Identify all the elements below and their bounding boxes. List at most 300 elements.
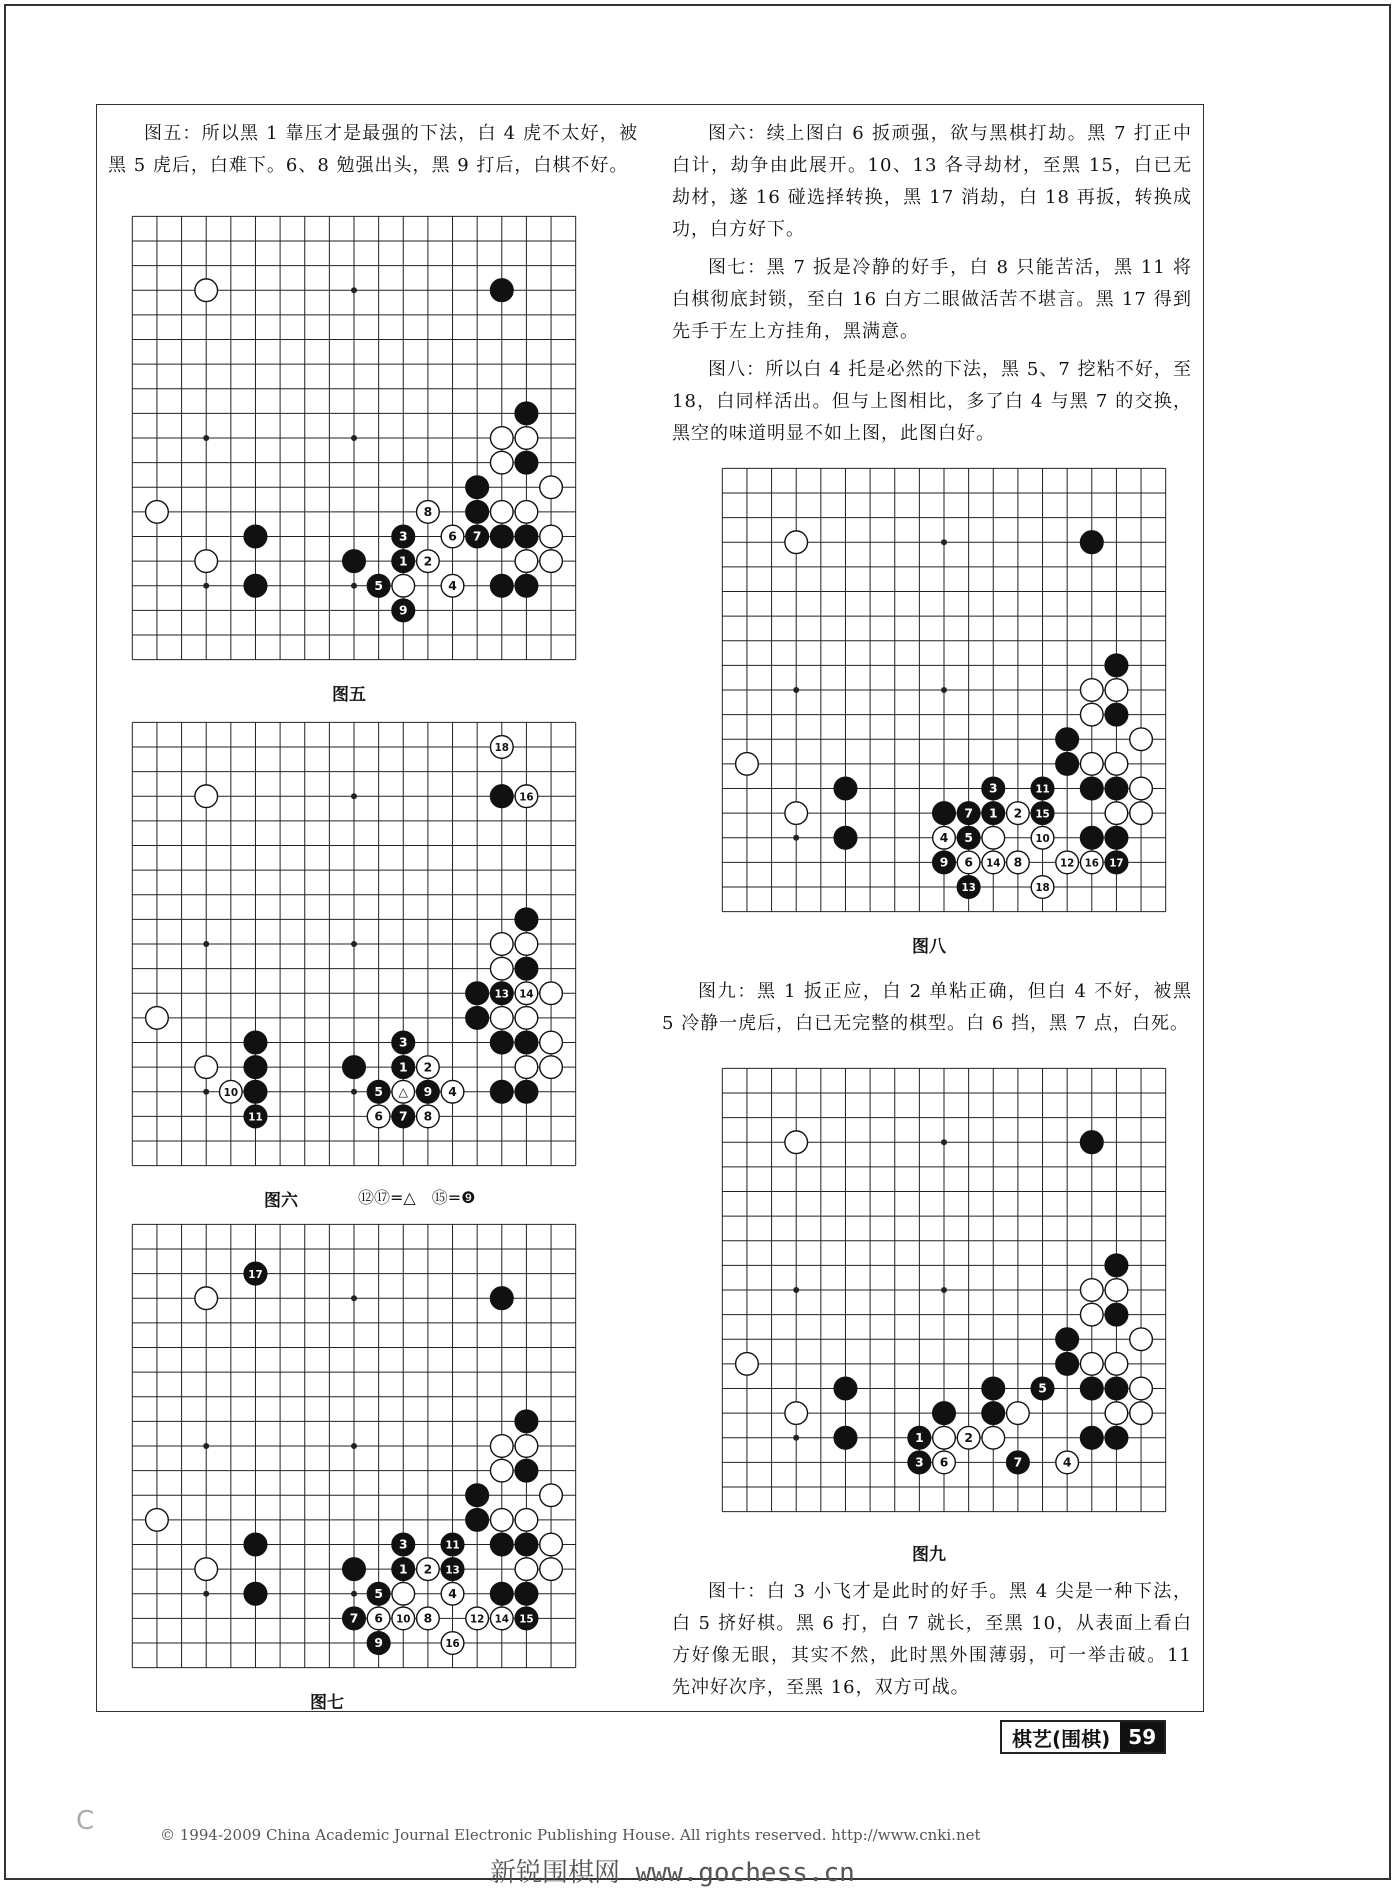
white-stone [540,1533,563,1556]
white-stone [490,1509,513,1532]
move-number: 2 [423,554,433,569]
white-stone [417,1105,440,1128]
fig10-paragraph: 图十：白 3 小飞才是此时的好手。黑 4 尖是一种下法，白 5 挤好棋。黑 6 打，白 7 就长，至黑 10，从表面上看白方好像无眼，其实不然，此时黑外围薄弱，可一举击破。11 先冲好次序，至黑 16，双方可战。 [672,1581,1192,1698]
white-stone [957,851,980,874]
move-number: 3 [398,1537,408,1552]
move-number: 14 [986,857,1001,870]
black-stone [933,851,956,874]
white-stone [441,1632,464,1655]
move-number: 10 [396,1613,411,1626]
white-stone [515,427,538,450]
white-stone [392,1607,415,1630]
black-stone [933,802,956,825]
white-stone [515,982,538,1005]
black-stone [367,1080,390,1103]
move-number: 5 [374,578,383,593]
move-number: 9 [939,855,949,870]
white-stone [490,451,513,474]
black-stone [1105,703,1128,726]
black-stone [515,1459,538,1482]
move-number: 5 [374,1586,383,1601]
black-stone [343,550,366,573]
move-number: 11 [248,1111,263,1124]
black-stone [1105,777,1128,800]
star-point [203,941,209,947]
star-point [351,435,357,441]
star-point [941,687,947,693]
move-number: 13 [961,882,976,895]
black-stone [244,1080,267,1103]
board-fig7 [120,1212,588,1680]
star-point [941,1139,947,1145]
move-number: 12 [1059,857,1075,870]
white-stone [1130,728,1153,751]
move-number: 5 [1038,1381,1047,1396]
white-stone [540,525,563,548]
move-number: 3 [988,781,998,796]
black-stone [933,1402,956,1425]
white-stone [515,1509,538,1532]
black-stone [1007,1451,1030,1474]
white-stone [490,1607,513,1630]
white-stone [1080,1303,1103,1326]
black-stone [490,1031,513,1054]
move-number: 4 [1062,1455,1072,1470]
white-stone [392,1582,415,1605]
white-stone [417,1056,440,1079]
black-stone [343,1558,366,1581]
star-point [351,941,357,947]
white-stone [540,1031,563,1054]
move-number: 7 [349,1611,359,1626]
white-stone [1031,826,1054,849]
white-stone [1130,1328,1153,1351]
board-fig8 [710,456,1178,924]
site-watermark: 新锐围棋网 www.gochess.cn [490,1858,855,1888]
white-stone [1080,703,1103,726]
move-number: 10 [1035,832,1050,845]
move-number: 13 [445,1564,460,1577]
black-stone [490,525,513,548]
white-stone [441,1582,464,1605]
white-stone [515,1558,538,1581]
black-stone [1056,753,1079,776]
star-point [793,835,799,841]
black-stone [515,574,538,597]
white-stone [1105,802,1128,825]
black-stone [466,525,489,548]
move-number: 7 [472,529,482,544]
white-stone [540,982,563,1005]
black-stone [392,1533,415,1556]
black-stone [1080,777,1103,800]
black-stone [244,574,267,597]
move-number: 5 [374,1084,383,1099]
white-stone [540,550,563,573]
white-stone [490,1007,513,1030]
black-stone [392,1031,415,1054]
black-stone [982,1377,1005,1400]
white-stone [441,574,464,597]
move-number: 6 [374,1611,383,1626]
black-stone [392,599,415,622]
white-stone [982,1426,1005,1449]
fig5-paragraph: 图五：所以黑 1 靠压才是最强的下法，白 4 虎不太好，被黑 5 虎后，白难下。6、8 勉强出头，黑 9 打后，白棋不好。 [108,123,638,176]
white-stone [515,1435,538,1458]
white-stone [540,1558,563,1581]
black-stone [441,1558,464,1581]
black-stone [1105,1377,1128,1400]
move-number: 7 [964,806,973,821]
star-point [203,1591,209,1597]
move-number: 7 [398,1109,408,1124]
black-stone [490,279,513,302]
white-stone [736,1353,759,1376]
black-stone [466,1484,489,1507]
black-stone [490,1582,513,1605]
black-stone [834,826,857,849]
black-stone [1080,531,1103,554]
black-stone [957,876,980,899]
white-stone [785,531,808,554]
white-stone [1031,876,1054,899]
white-stone [515,501,538,524]
white-stone [1080,753,1103,776]
black-stone [1080,1377,1103,1400]
white-stone [933,826,956,849]
move-number: 1 [398,1060,408,1075]
black-stone [1105,826,1128,849]
fig9-text [662,976,1192,1046]
white-stone [515,1056,538,1079]
white-stone [441,525,464,548]
fig8-paragraph: 图八：所以白 4 托是必然的下法，黑 5、7 挖粘不好，至 18，白同样活出。但与上图相比，多了白 4 与黑 7 的交换，黑空的味道明显不如上图，此图白好。 [672,359,1192,444]
white-stone [515,1007,538,1030]
black-stone [1105,1303,1128,1326]
black-stone [1080,1131,1103,1154]
white-stone [982,851,1005,874]
black-stone [466,501,489,524]
black-stone [1031,1377,1054,1400]
white-stone [957,1426,980,1449]
move-number: 14 [519,988,534,1001]
move-number: 6 [448,529,457,544]
white-stone [195,1056,218,1079]
move-number: 1 [398,554,408,569]
white-stone [195,279,218,302]
white-stone [785,1402,808,1425]
star-point [351,1443,357,1449]
black-stone [515,1607,538,1630]
move-number: 18 [494,742,509,755]
black-stone [515,1582,538,1605]
white-stone [1105,753,1128,776]
move-number: 11 [1035,783,1050,796]
white-stone [1105,679,1128,702]
black-stone [244,525,267,548]
black-stone [515,1080,538,1103]
move-number: 2 [1013,806,1023,821]
star-point [351,1089,357,1095]
star-point [351,1591,357,1597]
move-number: 9 [398,603,408,618]
move-number: 7 [1013,1455,1023,1470]
move-number: 17 [248,1268,263,1281]
white-stone [490,957,513,980]
fig8-label: 图八 [912,937,946,957]
fig6-paragraph: 图六：续上图白 6 扳顽强，欲与黑棋打劫。黑 7 打正中白计，劫争由此展开。10、13 各寻劫材，至黑 15，白已无劫材，遂 16 碰选择转换，黑 17 消劫，白 18 再扳，转换成功，白方好下。 [672,123,1192,240]
move-number: △ [398,1084,408,1099]
black-stone [343,1607,366,1630]
star-point [351,793,357,799]
black-stone [343,1056,366,1079]
go-board-svg [710,1056,1178,1524]
move-number: 2 [964,1430,973,1445]
board-fig9 [710,1056,1178,1524]
black-stone [1105,851,1128,874]
move-number: 13 [494,988,509,1001]
move-number: 3 [398,529,408,544]
fig7-label: 图七 [310,1693,344,1713]
move-number: 6 [939,1455,949,1470]
star-point [793,687,799,693]
black-stone [515,957,538,980]
black-stone [515,1031,538,1054]
white-stone [490,501,513,524]
white-stone [1007,1402,1030,1425]
fig10-text [672,1576,1192,1710]
move-number: 4 [448,578,457,593]
star-point [941,1287,947,1293]
white-stone [1105,1353,1128,1376]
white-stone [1130,1377,1153,1400]
move-number: 17 [1109,857,1124,870]
white-stone [933,1426,956,1449]
black-stone [392,525,415,548]
go-board-svg [710,456,1178,924]
move-number: 5 [964,830,973,845]
move-number: 3 [915,1455,924,1470]
white-stone [1056,851,1079,874]
move-number: 3 [398,1035,408,1050]
go-board-svg [120,1212,588,1680]
white-stone [933,1451,956,1474]
move-number: 6 [374,1109,383,1124]
move-number: 4 [448,1586,457,1601]
white-stone [417,501,440,524]
white-stone [195,785,218,808]
black-stone [1105,1254,1128,1277]
move-number: 9 [423,1084,433,1099]
move-number: 16 [1084,857,1099,870]
black-stone [244,1056,267,1079]
move-number: 16 [445,1638,460,1651]
star-point [351,583,357,589]
white-stone [1080,851,1103,874]
white-stone [982,826,1005,849]
white-stone [490,427,513,450]
move-number: 18 [1035,882,1050,895]
black-stone [367,574,390,597]
magazine-footer [1000,1720,1166,1754]
black-stone [490,1080,513,1103]
black-stone [244,1031,267,1054]
white-stone [1130,802,1153,825]
white-stone [515,785,538,808]
black-stone [957,826,980,849]
fig7-paragraph: 图七：黑 7 扳是冷静的好手，白 8 只能苦活，黑 11 将白棋彻底封锁，至白 16 白方二眼做活苦不堪言。黑 17 得到先手于左上方挂角，黑满意。 [672,257,1192,342]
black-stone [466,1509,489,1532]
black-stone [1031,802,1054,825]
black-stone [1056,1328,1079,1351]
white-stone [220,1080,243,1103]
fig9-paragraph: 图九：黑 1 扳正应，白 2 单粘正确，但白 4 不好，被黑 5 冷静一虎后，白已无完整的棋型。白 6 挡，黑 7 点，白死。 [662,981,1192,1034]
black-stone [515,402,538,425]
white-stone [540,476,563,499]
board-fig6 [120,710,588,1178]
move-number: 8 [1013,855,1023,870]
fig6-note: ⑫⑰=△ ⑮=❾ [358,1188,476,1207]
white-stone [417,1558,440,1581]
white-stone [736,753,759,776]
white-stone [490,1459,513,1482]
move-number: 1 [915,1430,924,1445]
star-point [203,1443,209,1449]
black-stone [515,525,538,548]
black-stone [1080,826,1103,849]
black-stone [1031,777,1054,800]
black-stone [392,1105,415,1128]
black-stone [982,802,1005,825]
black-stone [834,1377,857,1400]
black-stone [244,1533,267,1556]
black-stone [441,1533,464,1556]
star-point [351,1295,357,1301]
white-stone [1130,777,1153,800]
white-stone [417,550,440,573]
black-stone [392,1056,415,1079]
white-stone [785,802,808,825]
black-stone [957,802,980,825]
black-stone [466,982,489,1005]
go-board-svg [120,710,588,1178]
copyright-notice: © 1994-2009 China Academic Journal Electronic Publishing House. All rights reserved. http://www.cnki.net [160,1826,981,1844]
black-stone [1056,1353,1079,1376]
black-stone [244,1105,267,1128]
white-stone [441,1080,464,1103]
white-stone [1130,1402,1153,1425]
star-point [793,1435,799,1441]
move-number: 8 [423,505,433,520]
fig5-label: 图五 [332,685,366,705]
black-stone [834,1426,857,1449]
black-stone [834,777,857,800]
white-stone [1007,802,1030,825]
white-stone [417,1607,440,1630]
move-number: 15 [1035,808,1050,821]
move-number: 10 [223,1086,239,1099]
black-stone [515,908,538,931]
black-stone [466,1007,489,1030]
black-stone [466,476,489,499]
fig9-label: 图九 [912,1545,946,1565]
move-number: 2 [423,1562,433,1577]
right-text-top [672,118,1192,456]
white-stone [540,1056,563,1079]
white-stone [195,1287,218,1310]
white-stone [515,933,538,956]
black-stone [367,1582,390,1605]
cnki-logo-icon: C [76,1806,95,1836]
white-stone [1105,1402,1128,1425]
black-stone [367,1632,390,1655]
move-number: 4 [448,1084,457,1099]
black-stone [490,1533,513,1556]
star-point [941,539,947,545]
move-number: 1 [398,1562,408,1577]
black-stone [1056,728,1079,751]
black-stone [515,1410,538,1433]
black-stone [490,982,513,1005]
white-stone [146,1007,169,1030]
white-stone [367,1105,390,1128]
white-stone [1105,1279,1128,1302]
move-number: 8 [423,1109,433,1124]
white-stone [195,1558,218,1581]
move-number: 8 [423,1611,433,1626]
black-stone [490,574,513,597]
white-stone [785,1131,808,1154]
white-stone [490,933,513,956]
black-stone [1080,1426,1103,1449]
white-stone [392,1080,415,1103]
white-stone [466,1607,489,1630]
white-stone [146,1509,169,1532]
star-point [793,1287,799,1293]
move-number: 4 [939,830,949,845]
white-stone [490,736,513,759]
move-number: 9 [374,1636,383,1651]
white-stone [1080,1279,1103,1302]
white-stone [1080,679,1103,702]
move-number: 1 [988,806,998,821]
star-point [203,435,209,441]
move-number: 6 [964,855,973,870]
white-stone [392,574,415,597]
move-number: 12 [469,1613,485,1626]
black-stone [244,1582,267,1605]
black-stone [1105,1426,1128,1449]
white-stone [1007,851,1030,874]
white-stone [540,1484,563,1507]
move-number: 2 [423,1060,433,1075]
move-number: 15 [519,1613,534,1626]
black-stone [490,785,513,808]
black-stone [1105,654,1128,677]
fig6-label: 图六 [264,1191,298,1211]
move-number: 11 [445,1539,460,1552]
black-stone [908,1451,931,1474]
board-fig5 [120,204,588,672]
black-stone [244,1262,267,1285]
white-stone [1056,1451,1079,1474]
go-board-svg [120,204,588,672]
fig5-text [108,118,638,188]
star-point [203,583,209,589]
move-number: 16 [519,791,534,804]
black-stone [982,777,1005,800]
black-stone [515,1533,538,1556]
